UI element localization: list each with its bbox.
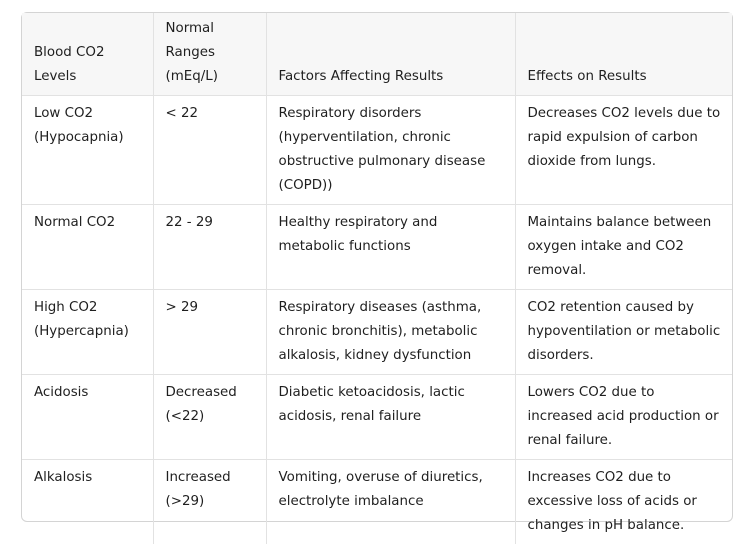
cell-effects: Maintains balance between oxygen intake and CO2 removal. bbox=[515, 205, 732, 290]
cell-effects: Lowers CO2 due to increased acid production or renal failure. bbox=[515, 375, 732, 460]
cell-range: 22 - 29 bbox=[153, 205, 266, 290]
header-blood-co2-levels: Blood CO2 Levels bbox=[22, 13, 153, 96]
table-row bbox=[22, 290, 732, 375]
cell-range: > 29 bbox=[153, 290, 266, 375]
cell-factors: Respiratory diseases (asthma, chronic bronchitis), metabolic alkalosis, kidney dysfunction bbox=[266, 290, 515, 375]
co2-levels-table-container bbox=[21, 12, 733, 522]
table-row bbox=[22, 205, 732, 290]
cell-factors: Healthy respiratory and metabolic functions bbox=[266, 205, 515, 290]
cell-effects: CO2 retention caused by hypoventilation or metabolic disorders. bbox=[515, 290, 732, 375]
cell-factors: Diabetic ketoacidosis, lactic acidosis, renal failure bbox=[266, 375, 515, 460]
cell-factors: Vomiting, overuse of diuretics, electrolyte imbalance bbox=[266, 460, 515, 544]
header-normal-ranges: Normal Ranges (mEq/L) bbox=[153, 13, 266, 96]
table-row bbox=[22, 460, 732, 544]
table-row bbox=[22, 375, 732, 460]
table-row bbox=[22, 96, 732, 205]
cell-effects: Increases CO2 due to excessive loss of acids or changes in pH balance. bbox=[515, 460, 732, 544]
cell-effects: Decreases CO2 levels due to rapid expulsion of carbon dioxide from lungs. bbox=[515, 96, 732, 205]
cell-range: < 22 bbox=[153, 96, 266, 205]
co2-levels-table bbox=[22, 13, 732, 544]
cell-level: Normal CO2 bbox=[22, 205, 153, 290]
cell-range: Decreased (<22) bbox=[153, 375, 266, 460]
cell-level: Alkalosis bbox=[22, 460, 153, 544]
cell-level: High CO2 (Hypercapnia) bbox=[22, 290, 153, 375]
header-effects-on-results: Effects on Results bbox=[515, 13, 732, 96]
cell-range: Increased (>29) bbox=[153, 460, 266, 544]
cell-level: Acidosis bbox=[22, 375, 153, 460]
cell-factors: Respiratory disorders (hyperventilation, chronic obstructive pulmonary disease (COPD)) bbox=[266, 96, 515, 205]
header-factors-affecting-results: Factors Affecting Results bbox=[266, 13, 515, 96]
table-header-row bbox=[22, 13, 732, 96]
cell-level: Low CO2 (Hypocapnia) bbox=[22, 96, 153, 205]
